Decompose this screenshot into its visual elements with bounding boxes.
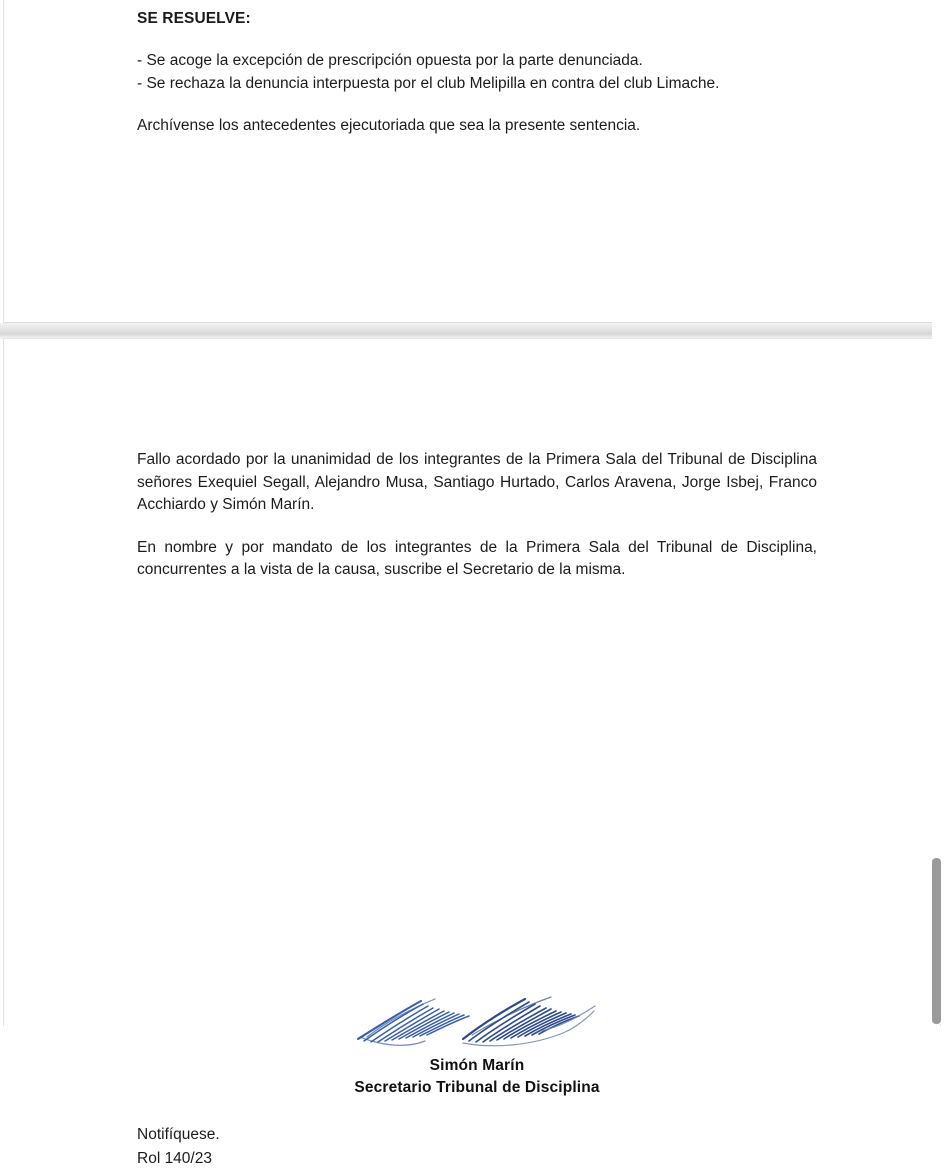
mandate-paragraph: En nombre y por mandato de los integrantes de la Primera Sala del Tribunal de Disciplina, concurrentes a la vista de la causa, suscribe el Secretario de la misma. — [137, 538, 817, 578]
document-page-2 — [3, 338, 941, 1167]
footer-block — [137, 1123, 537, 1171]
notify-line: Notifíquese. — [137, 1126, 220, 1143]
signature-block — [137, 987, 817, 1099]
case-number-line: Rol 140/23 — [137, 1150, 212, 1167]
document-page-1 — [3, 0, 941, 323]
archive-statement: Archívense los antecedentes ejecutoriada que sea la presente sentencia. — [137, 117, 641, 134]
spacer — [137, 517, 817, 537]
spacer — [137, 28, 817, 50]
page-separator — [0, 323, 948, 339]
page-2-body — [137, 449, 817, 582]
vertical-scrollbar-thumb[interactable] — [932, 858, 941, 1024]
page-title: SE RESUELVE: — [137, 10, 251, 27]
signatory-name: Simón Marín — [429, 1057, 525, 1074]
verdict-paragraph: Fallo acordado por la unanimidad de los integrantes de la Primera Sala del Tribunal de Disciplina señores Exequiel Segall, Alejandro Musa, Santiago Hurtado, Carlos Aravena, Jorge Isbej, Franco Acchiardo y Simón Marín. — [137, 451, 817, 513]
spacer — [137, 95, 817, 115]
signatory-title: Secretario Tribunal de Disciplina — [354, 1079, 600, 1096]
resolution-item-2: - Se rechaza la denuncia interpuesta por el club Melipilla en contra del club Limache. — [137, 74, 720, 92]
signature-names — [137, 1055, 817, 1099]
resolution-item-1: - Se acoge la excepción de prescripción opuesta por la parte denunciada. — [137, 52, 643, 69]
page-1-body — [137, 10, 817, 138]
handwritten-signature-icon — [355, 987, 600, 1049]
vertical-scrollbar-track[interactable] — [932, 0, 948, 1024]
